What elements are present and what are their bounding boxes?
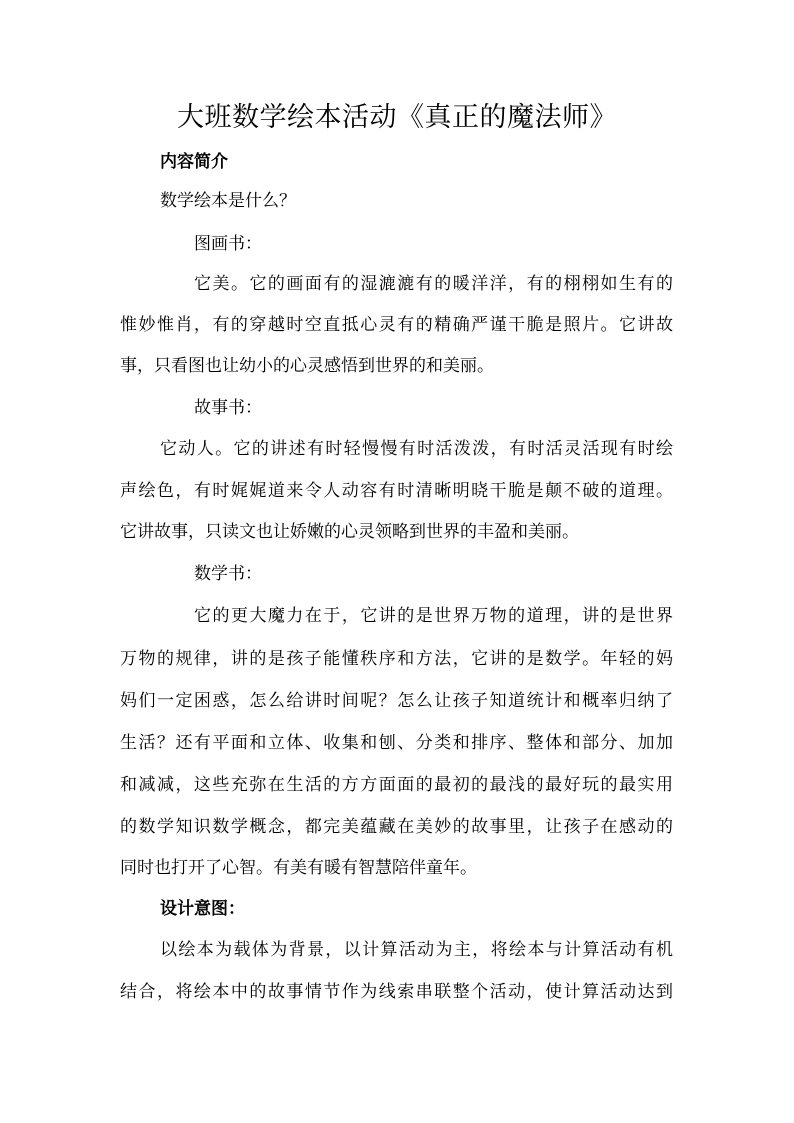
paragraph-line: 它的更大魔力在于，它讲的是世界万物的道理，讲的是世界 [194,606,673,626]
paragraph-line: 和减减，这些充弥在生活的方方面面的最初的最浅的最好玩的最实用 [120,775,673,795]
paragraph-line: 事，只看图也让幼小的心灵感悟到世界的和美丽。 [120,356,494,376]
paragraph-line: 它讲故事，只读文也让娇嫩的心灵领略到世界的丰盈和美丽。 [120,522,579,542]
paragraph-line: 它动人。它的讲述有时轻慢慢有时活泼泼，有时活灵活现有时绘 [160,439,673,459]
paragraph-line: 惟妙惟肖，有的穿越时空直抵心灵有的精确严谨干脆是照片。它讲故 [120,315,673,335]
document-title: 大班数学绘本活动《真正的魔法师》 [177,102,617,133]
intro-heading: 内容简介 [160,152,228,172]
paragraph-line: 声绘色，有时娓娓道来令人动容有时清晰明晓干脆是颠不破的道理。 [120,481,673,501]
paragraph-line: 万物的规律，讲的是孩子能懂秩序和方法，它讲的是数学。年轻的妈 [120,649,673,669]
paragraph-line: 的数学知识数学概念，都完美蕴藏在美妙的故事里，让孩子在感动的 [120,817,673,837]
story-book-label: 故事书： [194,398,262,418]
paragraph-line: 它美。它的画面有的湿漉漉有的暖洋洋，有的栩栩如生有的 [194,274,673,294]
paragraph-line: 妈们一定困惑，怎么给讲时间呢？怎么让孩子知道统计和概率归纳了 [120,691,673,711]
paragraph-line: 生活？还有平面和立体、收集和刨、分类和排序、整体和部分、加加 [120,733,673,753]
paragraph-line: 同时也打开了心智。有美有暖有智慧陪伴童年。 [120,858,477,878]
picture-book-label: 图画书： [194,234,262,254]
paragraph-line: 以绘本为载体为背景，以计算活动为主，将绘本与计算活动有机 [160,940,673,960]
design-heading: 设计意图： [160,899,245,919]
question-line: 数学绘本是什么？ [160,191,296,211]
paragraph-line: 结合，将绘本中的故事情节作为线索串联整个活动，使计算活动达到 [120,982,673,1002]
math-book-label: 数学书： [194,564,262,584]
